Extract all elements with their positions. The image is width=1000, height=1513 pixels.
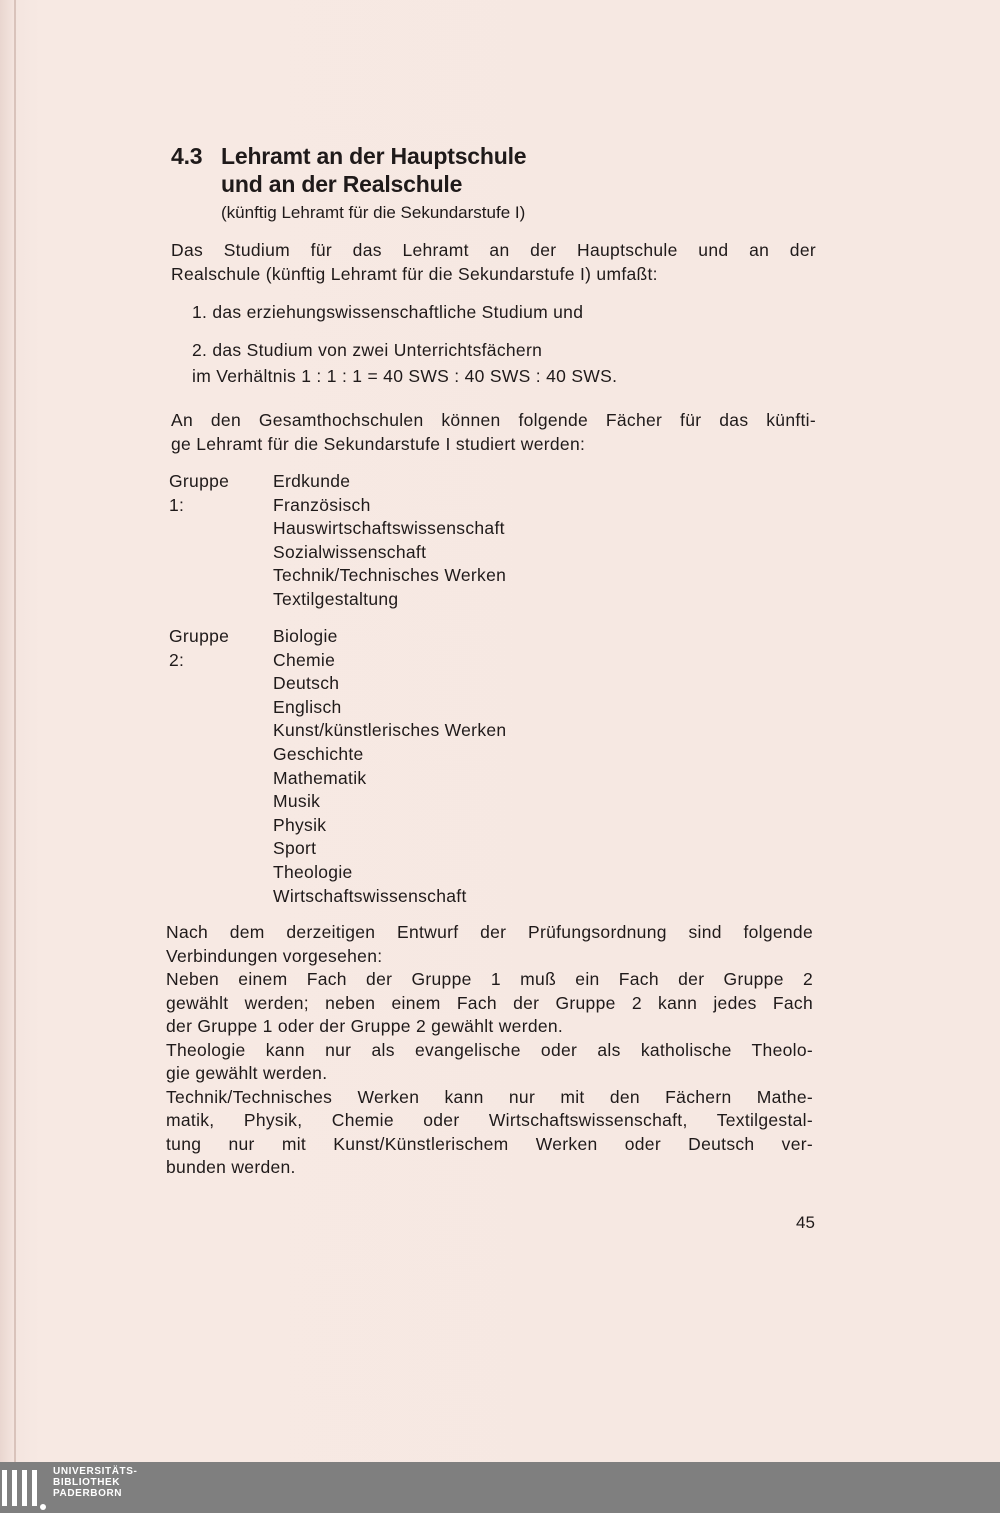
heading-line-2: und an der Realschule — [221, 171, 463, 197]
group-label: Gruppe 2: — [169, 626, 230, 670]
page-spine-shadow — [14, 0, 16, 1462]
group-subject-list — [273, 625, 506, 908]
subject-item: Sozialwissenschaft — [273, 541, 427, 562]
paragraph-line: der Gruppe 1 oder der Gruppe 2 gewählt werden. — [166, 1016, 564, 1036]
subject-item: Kunst/künstlerisches Werken — [273, 720, 507, 741]
subject-item: Musik — [273, 791, 321, 812]
paragraph-line: tung nur mit Kunst/Künstlerischem Werken oder Deutsch ver- — [166, 1133, 813, 1154]
subject-item: Chemie — [273, 649, 336, 670]
paragraph-line: bunden werden. — [166, 1157, 296, 1177]
subject-item: Biologie — [273, 626, 338, 646]
subject-item: Wirtschaftswissenschaft — [273, 885, 467, 906]
subject-item: Theologie — [273, 861, 353, 882]
paragraph-line: Technik/Technisches Werken kann nur mit den Fächern Mathe- — [166, 1086, 813, 1107]
library-logo-line: BIBLIOTHEK — [53, 1477, 121, 1488]
paragraph-line: matik, Physik, Chemie oder Wirtschaftswissenschaft, Textilgestal- — [166, 1110, 813, 1130]
heading-subtitle: (künftig Lehramt für die Sekundarstufe I) — [221, 203, 526, 222]
intro-line: Das Studium für das Lehramt an der Hauptschule und an der — [171, 240, 816, 260]
list-item-2: 2. das Studium von zwei Unterrichtsfächern — [192, 340, 543, 360]
paragraph-line: gewählt werden; neben einem Fach der Gruppe 2 kann jedes Fach — [166, 992, 813, 1013]
subject-item: Technik/Technisches Werken — [273, 565, 507, 586]
gesamthochschulen-paragraph — [171, 409, 816, 456]
list-item-1: 1. das erziehungswissenschaftliche Studium und — [192, 302, 584, 322]
subject-item: Erdkunde — [273, 471, 351, 491]
subject-item: Physik — [273, 814, 327, 835]
library-footer-bar — [0, 1462, 1000, 1513]
section-heading — [171, 142, 771, 198]
subject-item: Sport — [273, 838, 317, 859]
library-logo-line: UNIVERSITÄTS- — [53, 1466, 138, 1477]
section-number: 4.3 — [171, 143, 203, 169]
group-label: Gruppe 1: — [169, 471, 230, 515]
paragraph-line: ge Lehramt für die Sekundarstufe I studiert werden: — [171, 433, 586, 454]
list-item-2-ratio: im Verhältnis 1 : 1 : 1 = 40 SWS : 40 SWS : 40 SWS. — [192, 366, 618, 386]
paragraph-line: An den Gesamthochschulen können folgende Fächer für das künfti- — [171, 410, 816, 430]
subject-item: Hauswirtschaftswissenschaft — [273, 518, 505, 539]
library-logo-text — [53, 1466, 137, 1499]
paragraph-line: Neben einem Fach der Gruppe 1 muß ein Fach der Gruppe 2 — [166, 969, 813, 989]
paragraph-line: Nach dem derzeitigen Entwurf der Prüfungsordnung sind folgende — [166, 922, 813, 942]
subject-item: Englisch — [273, 696, 342, 717]
intro-line: Realschule (künftig Lehramt für die Sekundarstufe I) umfaßt: — [171, 263, 658, 284]
intro-paragraph — [171, 239, 816, 286]
subject-item: Französisch — [273, 494, 371, 515]
paragraph-line: Theologie kann nur als evangelische oder als katholische Theolo- — [166, 1039, 813, 1060]
subject-item: Deutsch — [273, 673, 340, 694]
heading-line-1: Lehramt an der Hauptschule — [221, 143, 527, 169]
subject-item: Textilgestaltung — [273, 588, 399, 609]
subject-item: Mathematik — [273, 767, 367, 788]
group-subject-list — [273, 470, 506, 612]
paragraph-line: Verbindungen vorgesehen: — [166, 945, 383, 966]
paragraph-line: gie gewählt werden. — [166, 1063, 328, 1083]
library-logo-line: PADERBORN — [53, 1488, 123, 1499]
page-number: 45 — [796, 1213, 815, 1232]
combinations-paragraph — [166, 921, 813, 1180]
subject-item: Geschichte — [273, 743, 364, 764]
